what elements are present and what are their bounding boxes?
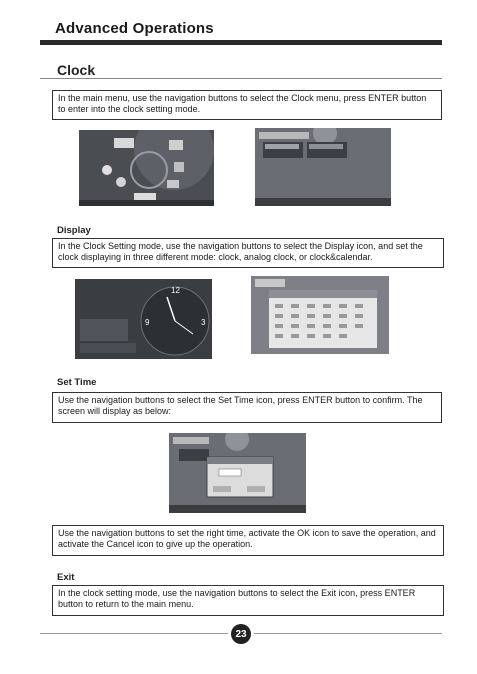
section-title: Clock	[57, 62, 96, 78]
section-divider	[40, 78, 442, 79]
exit-text-box: In the clock setting mode, use the navigation buttons to select the Exit icon, press ENTER button to return to the main menu.	[52, 585, 444, 616]
page-header-title: Advanced Operations	[55, 20, 214, 37]
svg-text:9: 9	[145, 318, 150, 327]
analog-clock-screenshot	[75, 279, 212, 359]
exit-heading: Exit	[57, 572, 75, 583]
set-time-note-box: Use the navigation buttons to set the right time, activate the OK icon to save the operation, and activate the Cancel icon to give up the operation.	[52, 525, 444, 556]
calendar-image	[251, 276, 389, 354]
calendar-screenshot	[251, 276, 389, 354]
svg-text:3: 3	[201, 318, 206, 327]
main-menu-image	[79, 130, 214, 206]
analog-clock-image	[75, 279, 212, 359]
display-text-box: In the Clock Setting mode, use the navigation buttons to select the Display icon, and set the clock displaying in three different mode: clock, analog clock, or clock&calendar.	[52, 238, 444, 268]
footer-divider-right	[254, 633, 442, 634]
main-menu-screenshot	[79, 130, 214, 206]
set-time-screenshot	[169, 433, 306, 513]
set-time-text-box: Use the navigation buttons to select the Set Time icon, press ENTER button to confirm. The screen will display as below:	[52, 392, 442, 423]
page-number-badge: 23	[231, 624, 251, 644]
intro-text-box: In the main menu, use the navigation buttons to select the Clock menu, press ENTER button to enter into the clock setting mode.	[52, 90, 442, 120]
set-time-image	[169, 433, 306, 513]
clock-setting-screenshot	[255, 128, 391, 206]
header-divider	[40, 40, 442, 45]
display-heading: Display	[57, 225, 91, 236]
clock-setting-image	[255, 128, 391, 206]
set-time-heading: Set Time	[57, 377, 97, 388]
svg-text:12: 12	[171, 286, 180, 295]
footer-divider-left	[40, 633, 228, 634]
